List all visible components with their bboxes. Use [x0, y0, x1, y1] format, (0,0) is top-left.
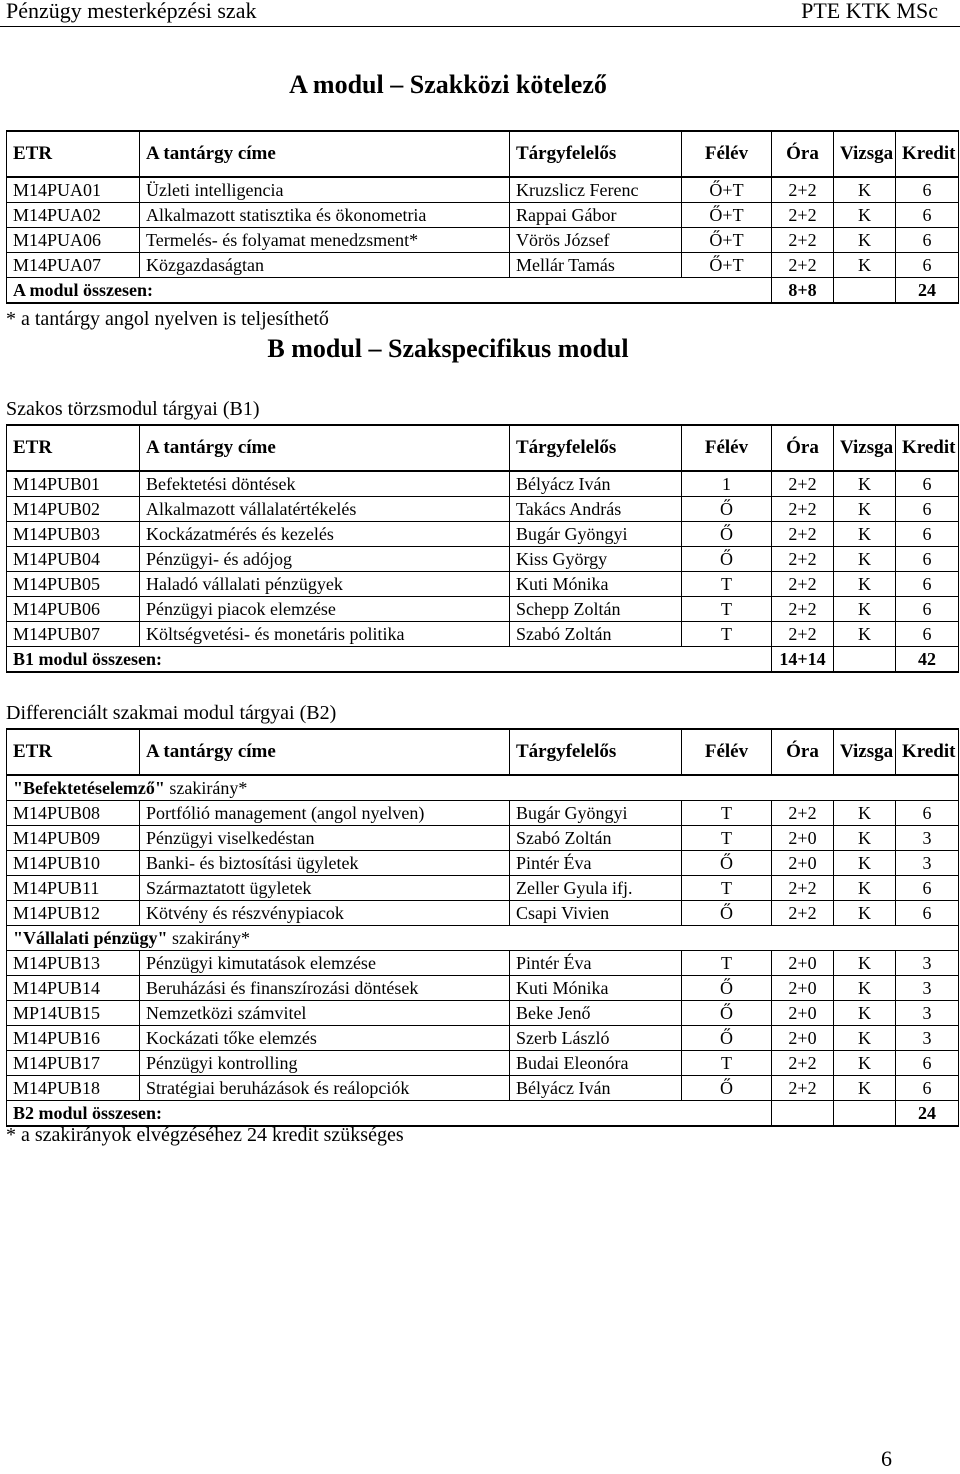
- table-header-row: [7, 729, 959, 775]
- table-cell: M14PUB05: [7, 572, 140, 597]
- total-label: A modul összesen:: [7, 278, 772, 304]
- track-label: [7, 926, 959, 951]
- table-cell: MP14UB15: [7, 1001, 140, 1026]
- total-credits: 42: [896, 647, 959, 673]
- table-cell: K: [834, 951, 896, 976]
- table-cell: Kockázatmérés és kezelés: [140, 522, 510, 547]
- table-cell: 2+2: [772, 901, 834, 926]
- table-cell: T: [682, 951, 772, 976]
- column-header: Tárgyfelelős: [510, 729, 682, 775]
- column-header: Vizsga: [834, 131, 896, 177]
- table-row: [7, 1051, 959, 1076]
- table-row: [7, 253, 959, 278]
- table-cell: K: [834, 471, 896, 497]
- total-credits: 24: [896, 1101, 959, 1127]
- module-a-note: * a tantárgy angol nyelven is teljesíthető: [6, 308, 329, 330]
- column-header: Félév: [682, 131, 772, 177]
- module-a-title: A modul – Szakközi kötelező: [289, 70, 607, 99]
- column-header: A tantárgy címe: [140, 425, 510, 471]
- table-cell: 2+0: [772, 951, 834, 976]
- table-cell: Üzleti intelligencia: [140, 177, 510, 203]
- total-empty: [834, 647, 896, 673]
- page-number: 6: [881, 1446, 892, 1471]
- table-cell: Kötvény és részvénypiacok: [140, 901, 510, 926]
- track-row: [7, 926, 959, 951]
- table-cell: 3: [896, 826, 959, 851]
- table-cell: Ő: [682, 1026, 772, 1051]
- table-cell: Haladó vállalati pénzügyek: [140, 572, 510, 597]
- table-cell: Nemzetközi számvitel: [140, 1001, 510, 1026]
- table-cell: Mellár Tamás: [510, 253, 682, 278]
- table-cell: Banki- és biztosítási ügyletek: [140, 851, 510, 876]
- table-row: [7, 597, 959, 622]
- table-cell: K: [834, 851, 896, 876]
- total-empty: [834, 278, 896, 304]
- table-cell: T: [682, 572, 772, 597]
- column-header: A tantárgy címe: [140, 131, 510, 177]
- header-program: Pénzügy mesterképzési szak: [6, 0, 257, 23]
- table-cell: Rappai Gábor: [510, 203, 682, 228]
- table-cell: Bélyácz Iván: [510, 1076, 682, 1101]
- table-cell: K: [834, 901, 896, 926]
- table-header-row: [7, 131, 959, 177]
- total-hours: [772, 1101, 834, 1127]
- total-hours: 14+14: [772, 647, 834, 673]
- table-cell: Kockázati tőke elemzés: [140, 1026, 510, 1051]
- table-cell: M14PUA01: [7, 177, 140, 203]
- table-cell: 6: [896, 547, 959, 572]
- column-header: ETR: [7, 425, 140, 471]
- table-row: [7, 901, 959, 926]
- column-header: Vizsga: [834, 425, 896, 471]
- table-cell: 2+2: [772, 597, 834, 622]
- table-row: [7, 876, 959, 901]
- track-label: [7, 775, 959, 801]
- table-cell: M14PUB12: [7, 901, 140, 926]
- table-cell: M14PUA02: [7, 203, 140, 228]
- table-cell: 6: [896, 1051, 959, 1076]
- table-cell: Szabó Zoltán: [510, 622, 682, 647]
- table-cell: Ő: [682, 1001, 772, 1026]
- table-row: [7, 826, 959, 851]
- table-cell: Pintér Éva: [510, 851, 682, 876]
- table-cell: 2+2: [772, 547, 834, 572]
- table-cell: Ő: [682, 522, 772, 547]
- table-cell: Bélyácz Iván: [510, 471, 682, 497]
- table-cell: 2+2: [772, 572, 834, 597]
- track-suffix: szakirány*: [164, 778, 248, 798]
- table-cell: K: [834, 1076, 896, 1101]
- table-cell: 2+2: [772, 801, 834, 826]
- table-cell: 2+0: [772, 976, 834, 1001]
- table-cell: Pénzügyi- és adójog: [140, 547, 510, 572]
- table-cell: Pintér Éva: [510, 951, 682, 976]
- table-cell: Pénzügyi viselkedéstan: [140, 826, 510, 851]
- table-cell: M14PUB07: [7, 622, 140, 647]
- b2-table: [6, 728, 959, 1127]
- column-header: Óra: [772, 729, 834, 775]
- table-row: [7, 801, 959, 826]
- table-cell: Ő+T: [682, 203, 772, 228]
- table-cell: M14PUB18: [7, 1076, 140, 1101]
- table-cell: 2+0: [772, 1026, 834, 1051]
- table-cell: K: [834, 597, 896, 622]
- table-cell: 2+0: [772, 826, 834, 851]
- table-cell: 6: [896, 228, 959, 253]
- table-cell: M14PUB14: [7, 976, 140, 1001]
- table-row: [7, 851, 959, 876]
- column-header: Kredit: [896, 729, 959, 775]
- table-cell: 2+2: [772, 522, 834, 547]
- table-cell: 3: [896, 951, 959, 976]
- total-row: [7, 278, 959, 304]
- table-cell: 6: [896, 622, 959, 647]
- table-cell: Szabó Zoltán: [510, 826, 682, 851]
- table-cell: 6: [896, 203, 959, 228]
- table-cell: Bugár Gyöngyi: [510, 522, 682, 547]
- table-cell: 2+2: [772, 622, 834, 647]
- table-cell: K: [834, 1001, 896, 1026]
- table-row: [7, 203, 959, 228]
- table-cell: M14PUB06: [7, 597, 140, 622]
- table-row: [7, 622, 959, 647]
- table-cell: 3: [896, 976, 959, 1001]
- column-header: Tárgyfelelős: [510, 131, 682, 177]
- table-cell: Ő: [682, 976, 772, 1001]
- column-header: Félév: [682, 425, 772, 471]
- table-cell: 3: [896, 851, 959, 876]
- table-cell: Budai Eleonóra: [510, 1051, 682, 1076]
- table-cell: Pénzügyi kimutatások elemzése: [140, 951, 510, 976]
- table-cell: Pénzügyi kontrolling: [140, 1051, 510, 1076]
- track-row: [7, 775, 959, 801]
- total-row: [7, 1101, 959, 1127]
- b1-section-title: Szakos törzsmodul tárgyai (B1): [6, 398, 260, 420]
- table-cell: M14PUB13: [7, 951, 140, 976]
- column-header: Félév: [682, 729, 772, 775]
- b2-section-title: Differenciált szakmai modul tárgyai (B2): [6, 702, 337, 724]
- table-row: [7, 177, 959, 203]
- table-cell: Vörös József: [510, 228, 682, 253]
- table-cell: Zeller Gyula ifj.: [510, 876, 682, 901]
- column-header: Vizsga: [834, 729, 896, 775]
- header-institution: PTE KTK MSc: [801, 0, 938, 23]
- track-suffix: szakirány*: [167, 928, 250, 948]
- table-cell: K: [834, 177, 896, 203]
- table-cell: Kuti Mónika: [510, 572, 682, 597]
- table-cell: 6: [896, 1076, 959, 1101]
- table-row: [7, 572, 959, 597]
- table-cell: Közgazdaságtan: [140, 253, 510, 278]
- column-header: Tárgyfelelős: [510, 425, 682, 471]
- table-cell: Ő+T: [682, 228, 772, 253]
- table-cell: K: [834, 622, 896, 647]
- table-cell: M14PUB16: [7, 1026, 140, 1051]
- table-cell: 2+2: [772, 253, 834, 278]
- table-cell: 6: [896, 253, 959, 278]
- table-cell: Ő: [682, 1076, 772, 1101]
- table-cell: 2+2: [772, 203, 834, 228]
- track-name: "Befektetéselemző": [13, 778, 165, 798]
- table-cell: 2+2: [772, 228, 834, 253]
- table-row: [7, 951, 959, 976]
- table-cell: 6: [896, 801, 959, 826]
- table-cell: M14PUB09: [7, 826, 140, 851]
- table-cell: T: [682, 597, 772, 622]
- table-cell: 2+2: [772, 471, 834, 497]
- column-header: Kredit: [896, 131, 959, 177]
- table-row: [7, 1001, 959, 1026]
- table-cell: K: [834, 1026, 896, 1051]
- page-header: [0, 0, 960, 27]
- table-cell: 6: [896, 497, 959, 522]
- table-row: [7, 1026, 959, 1051]
- table-cell: Alkalmazott statisztika és ökonometria: [140, 203, 510, 228]
- table-cell: Ő+T: [682, 253, 772, 278]
- table-cell: K: [834, 497, 896, 522]
- table-cell: 2+0: [772, 851, 834, 876]
- table-cell: M14PUA07: [7, 253, 140, 278]
- column-header: Kredit: [896, 425, 959, 471]
- table-row: [7, 1076, 959, 1101]
- table-cell: M14PUB11: [7, 876, 140, 901]
- table-cell: Kiss György: [510, 547, 682, 572]
- table-cell: Költségvetési- és monetáris politika: [140, 622, 510, 647]
- table-cell: Ő: [682, 851, 772, 876]
- table-cell: 2+2: [772, 497, 834, 522]
- total-empty: [834, 1101, 896, 1127]
- total-hours: 8+8: [772, 278, 834, 304]
- table-cell: M14PUB17: [7, 1051, 140, 1076]
- table-cell: Beke Jenő: [510, 1001, 682, 1026]
- table-cell: Szerb László: [510, 1026, 682, 1051]
- table-cell: 6: [896, 177, 959, 203]
- table-cell: 2+0: [772, 1001, 834, 1026]
- b1-table: [6, 424, 959, 673]
- table-cell: 3: [896, 1026, 959, 1051]
- table-cell: K: [834, 522, 896, 547]
- table-cell: 2+2: [772, 876, 834, 901]
- table-cell: Kuti Mónika: [510, 976, 682, 1001]
- table-cell: Bugár Gyöngyi: [510, 801, 682, 826]
- module-b-title: B modul – Szakspecifikus modul: [267, 334, 629, 363]
- table-cell: 6: [896, 901, 959, 926]
- column-header: ETR: [7, 729, 140, 775]
- table-cell: M14PUB10: [7, 851, 140, 876]
- table-header-row: [7, 425, 959, 471]
- total-row: [7, 647, 959, 673]
- table-row: [7, 522, 959, 547]
- table-cell: Alkalmazott vállalatértékelés: [140, 497, 510, 522]
- table-cell: K: [834, 253, 896, 278]
- table-row: [7, 976, 959, 1001]
- table-cell: K: [834, 876, 896, 901]
- table-cell: K: [834, 572, 896, 597]
- table-cell: T: [682, 876, 772, 901]
- table-cell: 1: [682, 471, 772, 497]
- table-cell: Csapi Vivien: [510, 901, 682, 926]
- table-cell: M14PUB03: [7, 522, 140, 547]
- table-cell: Befektetési döntések: [140, 471, 510, 497]
- table-cell: Ő: [682, 901, 772, 926]
- table-cell: K: [834, 547, 896, 572]
- column-header: Óra: [772, 425, 834, 471]
- table-row: [7, 228, 959, 253]
- table-cell: Schepp Zoltán: [510, 597, 682, 622]
- table-cell: K: [834, 1051, 896, 1076]
- table-cell: Termelés- és folyamat menedzsment*: [140, 228, 510, 253]
- table-cell: K: [834, 826, 896, 851]
- table-row: [7, 471, 959, 497]
- table-cell: T: [682, 1051, 772, 1076]
- table-cell: Pénzügyi piacok elemzése: [140, 597, 510, 622]
- module-a-table: [6, 130, 959, 304]
- total-label: B2 modul összesen:: [7, 1101, 772, 1127]
- table-cell: 6: [896, 876, 959, 901]
- table-cell: T: [682, 826, 772, 851]
- column-header: ETR: [7, 131, 140, 177]
- table-cell: 2+2: [772, 1076, 834, 1101]
- track-name: "Vállalati pénzügy": [13, 928, 168, 948]
- table-cell: 2+2: [772, 177, 834, 203]
- column-header: Óra: [772, 131, 834, 177]
- table-row: [7, 547, 959, 572]
- table-cell: M14PUB04: [7, 547, 140, 572]
- table-cell: K: [834, 976, 896, 1001]
- table-cell: T: [682, 801, 772, 826]
- table-cell: Származtatott ügyletek: [140, 876, 510, 901]
- table-cell: 6: [896, 471, 959, 497]
- table-cell: 6: [896, 522, 959, 547]
- table-cell: M14PUA06: [7, 228, 140, 253]
- table-cell: 3: [896, 1001, 959, 1026]
- table-cell: 2+2: [772, 1051, 834, 1076]
- column-header: A tantárgy címe: [140, 729, 510, 775]
- table-cell: Takács András: [510, 497, 682, 522]
- table-cell: Beruházási és finanszírozási döntések: [140, 976, 510, 1001]
- table-cell: Ő+T: [682, 177, 772, 203]
- table-cell: T: [682, 622, 772, 647]
- table-cell: Portfólió management (angol nyelven): [140, 801, 510, 826]
- total-credits: 24: [896, 278, 959, 304]
- table-row: [7, 497, 959, 522]
- table-cell: Stratégiai beruházások és reálopciók: [140, 1076, 510, 1101]
- table-cell: 6: [896, 572, 959, 597]
- table-cell: 6: [896, 597, 959, 622]
- table-cell: M14PUB01: [7, 471, 140, 497]
- table-cell: Ő: [682, 497, 772, 522]
- table-cell: M14PUB02: [7, 497, 140, 522]
- table-cell: Kruzslicz Ferenc: [510, 177, 682, 203]
- table-cell: M14PUB08: [7, 801, 140, 826]
- table-cell: Ő: [682, 547, 772, 572]
- table-cell: K: [834, 203, 896, 228]
- table-cell: K: [834, 228, 896, 253]
- b2-note: * a szakirányok elvégzéséhez 24 kredit szükséges: [6, 1124, 404, 1146]
- total-label: B1 modul összesen:: [7, 647, 772, 673]
- table-cell: K: [834, 801, 896, 826]
